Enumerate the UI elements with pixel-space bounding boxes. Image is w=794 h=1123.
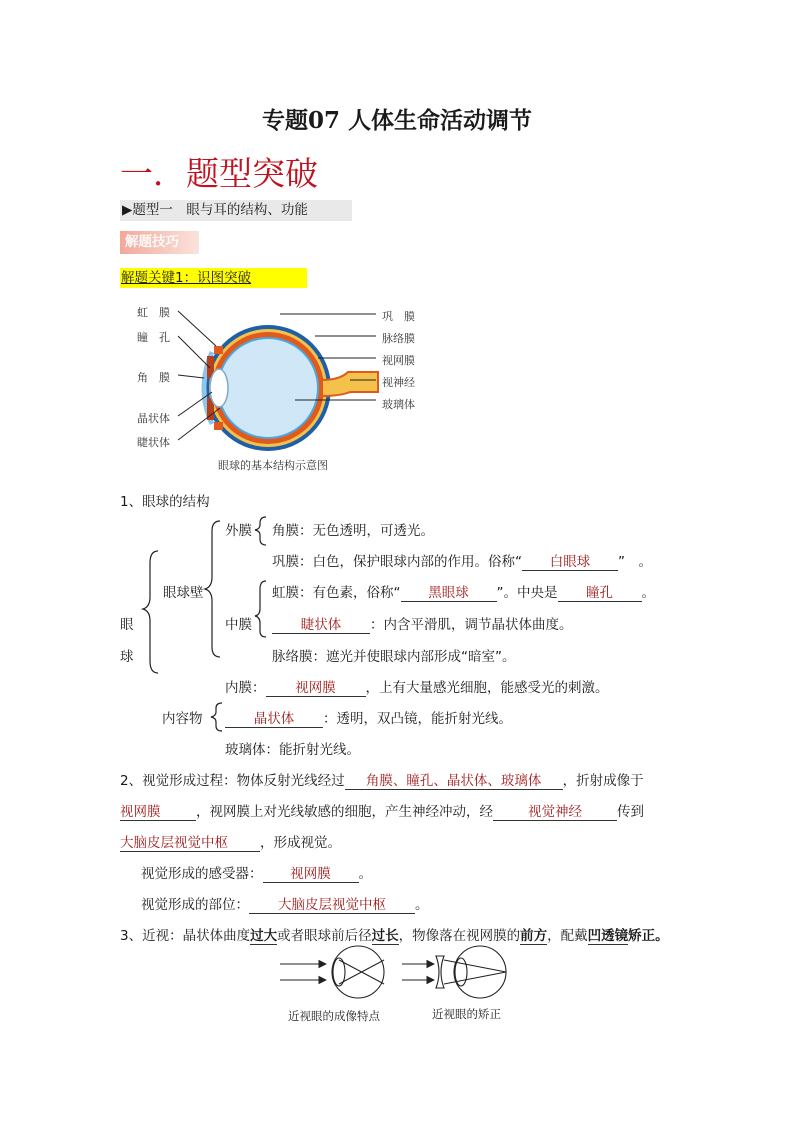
blank-pupil: 瞳孔 bbox=[558, 585, 642, 602]
eye-figure-caption: 眼球的基本结构示意图 bbox=[218, 459, 328, 472]
myopia-caption-imaging: 近视眼的成像特点 bbox=[288, 1009, 380, 1023]
label-retina: 视网膜 bbox=[382, 354, 415, 367]
myopia-diagrams bbox=[276, 944, 516, 1008]
myopia-caption-correction: 近视眼的矫正 bbox=[432, 1007, 501, 1021]
iris-line: 虹膜：有色素，俗称“ 黑眼球 ”。中央是 瞳孔 。 bbox=[272, 585, 655, 601]
receptor-line: 视觉形成的感受器： 视网膜 。 bbox=[141, 866, 372, 882]
blank-receptor: 视网膜 bbox=[263, 866, 359, 883]
sclera-line: 巩膜：白色，保护眼球内部的作用。俗称“ 白眼球 ” 。 bbox=[272, 554, 652, 570]
blank-iris: 黑眼球 bbox=[401, 585, 497, 602]
site-line: 视觉形成的部位： 大脑皮层视觉中枢 。 bbox=[141, 897, 429, 913]
choroid-line: 脉络膜：遮光并使眼球内部形成“暗室”。 bbox=[272, 649, 516, 665]
lens-line: 晶状体 ：透明，双凸镜，能折射光线。 bbox=[225, 707, 512, 728]
root-eye-char2: 球 bbox=[120, 649, 134, 665]
myopia-line: 3、近视：晶状体曲度过大或者眼球前后径过长，物像落在视网膜的前方，配戴凹透镜矫正。 bbox=[120, 928, 669, 944]
cornea-line: 角膜：无色透明，可透光。 bbox=[272, 523, 434, 539]
page-title: 专题07 人体生命活动调节 bbox=[261, 107, 532, 134]
blank-site: 大脑皮层视觉中枢 bbox=[249, 897, 415, 914]
blank-cortex: 大脑皮层视觉中枢 bbox=[120, 835, 260, 852]
outer-layer-label: 外膜 bbox=[225, 523, 252, 539]
blank-sclera: 白眼球 bbox=[522, 554, 618, 571]
ciliary-line: 睫状体 ：内含平滑肌，调节晶状体曲度。 bbox=[272, 613, 573, 634]
s2-line2: 视网膜 ，视网膜上对光线敏感的细胞，产生神经冲动，经 视觉神经 传到 bbox=[120, 804, 644, 820]
label-optic-nerve: 视神经 bbox=[382, 376, 415, 389]
vitreous-line: 玻璃体：能折射光线。 bbox=[225, 742, 360, 758]
blank-inner: 视网膜 bbox=[266, 680, 366, 697]
inner-layer-line: 内膜： 视网膜 ，上有大量感光细胞，能感受光的刺激。 bbox=[225, 680, 609, 696]
label-lens: 晶状体 bbox=[137, 412, 170, 425]
s2-line1: 2、视觉形成过程：物体反射光线经过 角膜、瞳孔、晶状体、玻璃体 ，折射成像于 bbox=[120, 773, 644, 789]
contents-label: 内容物 bbox=[162, 711, 203, 727]
s1-heading: 1、眼球的结构 bbox=[120, 494, 210, 510]
structure-braces bbox=[140, 515, 280, 680]
label-pupil: 瞳 孔 bbox=[137, 331, 170, 344]
label-sclera: 巩 膜 bbox=[382, 310, 415, 323]
blank-image-site: 视网膜 bbox=[120, 804, 196, 821]
question-type-bar: ▶题型一 眼与耳的结构、功能 bbox=[120, 200, 352, 221]
blank-ciliary: 睫状体 bbox=[272, 617, 370, 634]
label-choroid: 脉络膜 bbox=[382, 332, 415, 345]
label-iris: 虹 膜 bbox=[137, 306, 170, 319]
s2-line3: 大脑皮层视觉中枢 ，形成视觉。 bbox=[120, 835, 341, 851]
middle-layer-label: 中膜 bbox=[225, 617, 252, 633]
blank-refractive-path: 角膜、瞳孔、晶状体、玻璃体 bbox=[345, 773, 563, 790]
label-ciliary-body: 睫状体 bbox=[137, 436, 170, 449]
section-heading: 一．题型突破 bbox=[120, 154, 318, 193]
key-title: 解题关键1：识图突破 bbox=[120, 268, 307, 288]
label-vitreous: 玻璃体 bbox=[382, 398, 415, 411]
label-cornea: 角 膜 bbox=[137, 371, 170, 384]
tip-badge: 解题技巧 bbox=[120, 231, 199, 254]
blank-nerve: 视觉神经 bbox=[493, 804, 617, 821]
eyeball-wall-label: 眼球壁 bbox=[163, 585, 204, 601]
root-eye-char1: 眼 bbox=[120, 617, 134, 633]
blank-lens: 晶状体 bbox=[225, 711, 323, 728]
